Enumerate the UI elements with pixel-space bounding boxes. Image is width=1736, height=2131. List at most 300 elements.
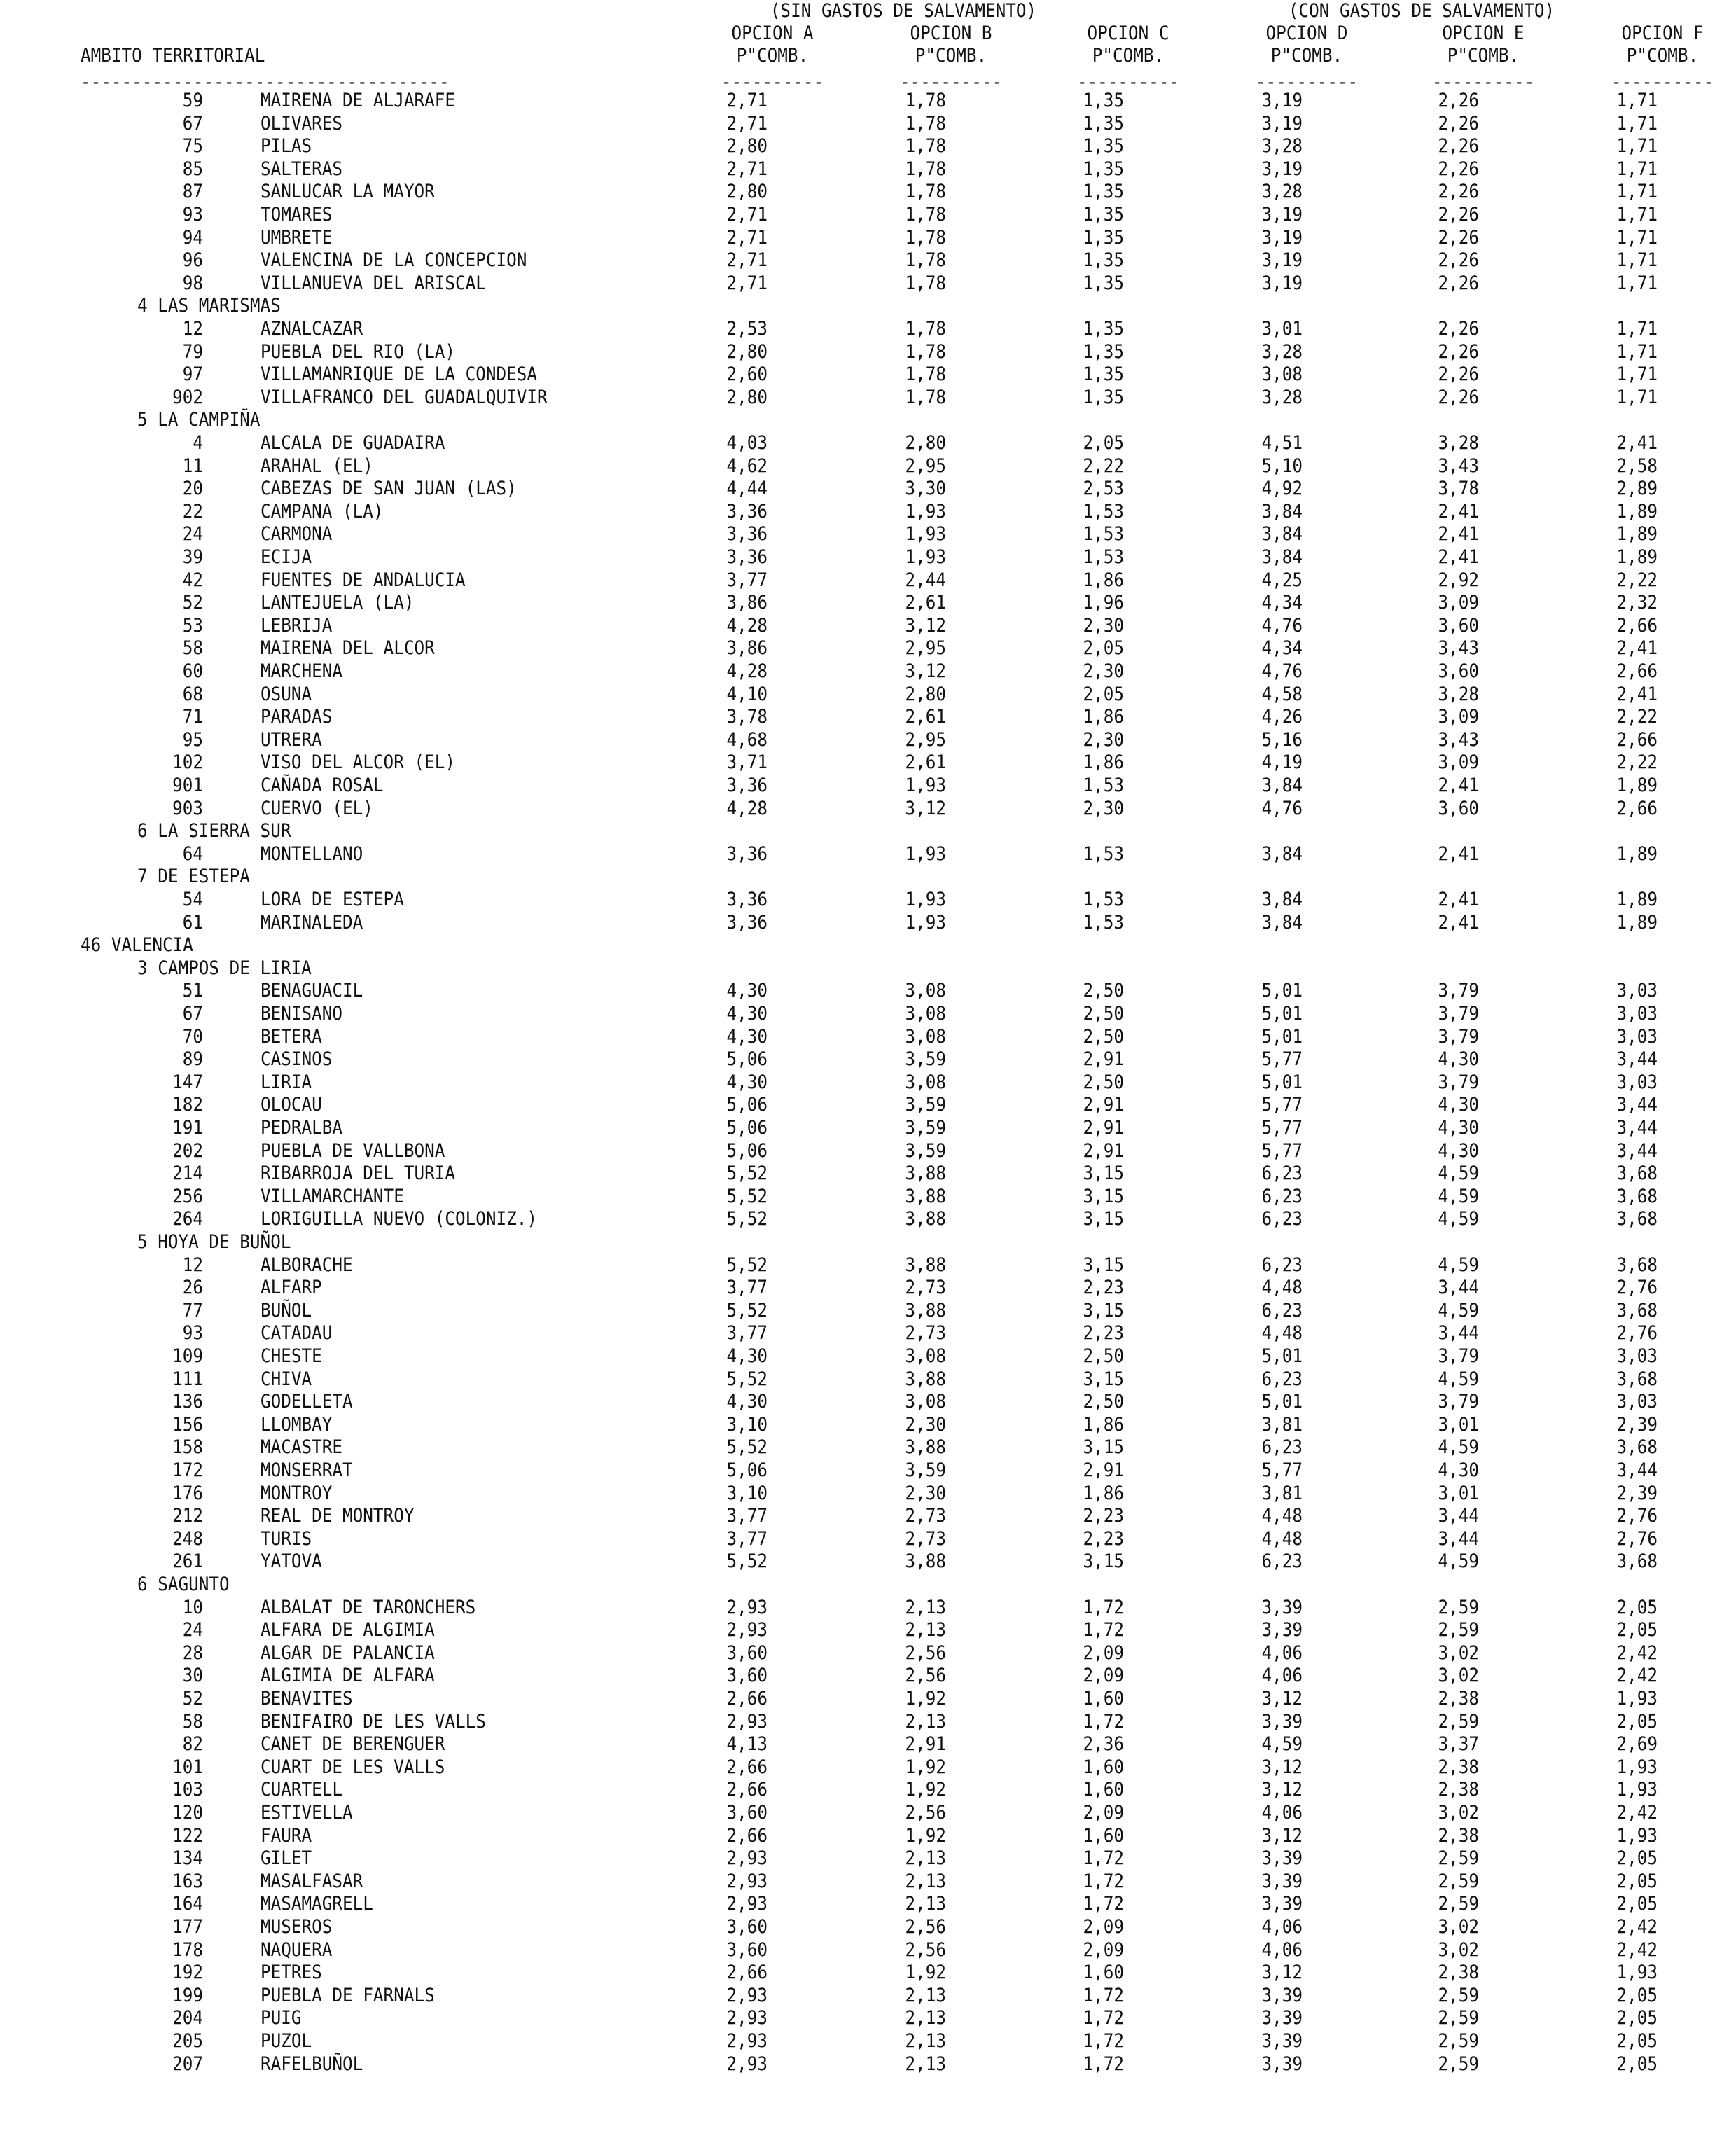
rate-value: 3,09 (1438, 592, 1479, 613)
rate-value: 2,41 (1438, 843, 1479, 865)
rate-value: 1,35 (1083, 135, 1124, 157)
municipality-name: VILLAMARCHANTE (261, 1186, 404, 1207)
municipality-name: BENISANO (261, 1003, 343, 1025)
rate-value: 4,06 (1261, 1802, 1303, 1824)
municipality-code: 176 (172, 1483, 203, 1504)
rate-value: 2,26 (1438, 249, 1479, 271)
rate-value: 2,22 (1616, 706, 1658, 728)
rate-value: 1,78 (905, 272, 946, 294)
rate-value: 3,78 (726, 706, 768, 728)
rate-value: 1,35 (1083, 158, 1124, 180)
municipality-code: 42 (182, 569, 203, 591)
rate-value: 3,08 (905, 1071, 946, 1093)
rate-value: 4,44 (726, 478, 768, 499)
municipality-code: 11 (182, 455, 203, 477)
municipality-code: 147 (172, 1071, 203, 1093)
municipality-name: ALGAR DE PALANCIA (261, 1642, 435, 1664)
rate-value: 3,08 (905, 1345, 946, 1367)
rate-value: 2,13 (905, 1847, 946, 1869)
rate-value: 2,93 (726, 2030, 768, 2052)
municipality-code: 96 (182, 249, 203, 271)
rate-value: 3,03 (1616, 1345, 1658, 1367)
rate-value: 2,05 (1616, 1597, 1658, 1618)
rate-value: 2,66 (1616, 615, 1658, 637)
rate-value: 5,52 (726, 1436, 768, 1458)
municipality-name: VALENCINA DE LA CONCEPCION (261, 249, 527, 271)
rate-value: 4,10 (726, 683, 768, 705)
rate-value: 1,78 (905, 113, 946, 134)
municipality-code: 103 (172, 1779, 203, 1800)
municipality-name: FAURA (261, 1825, 312, 1847)
municipality-name: VILLAMANRIQUE DE LA CONDESA (261, 363, 538, 385)
municipality-code: 12 (182, 318, 203, 340)
rate-value: 3,88 (905, 1208, 946, 1230)
rate-value: 3,60 (726, 1642, 768, 1664)
rate-value: 1,93 (905, 912, 946, 933)
rate-value: 3,44 (1616, 1117, 1658, 1139)
rate-value: 5,01 (1261, 1071, 1303, 1093)
rate-value: 1,93 (1616, 1779, 1658, 1800)
rate-value: 3,08 (905, 1003, 946, 1025)
rate-value: 4,34 (1261, 637, 1303, 659)
rate-value: 1,93 (1616, 1825, 1658, 1847)
rate-value: 3,88 (905, 1368, 946, 1390)
municipality-name: TOMARES (261, 204, 333, 225)
rate-value: 1,71 (1616, 272, 1658, 294)
rate-value: 4,13 (726, 1733, 768, 1755)
municipality-code: 82 (182, 1733, 203, 1755)
rate-value: 2,93 (726, 1847, 768, 1869)
rate-value: 2,91 (1083, 1094, 1124, 1116)
municipality-name: AZNALCAZAR (261, 318, 363, 340)
rate-value: 3,39 (1261, 2053, 1303, 2075)
municipality-code: 134 (172, 1847, 203, 1869)
municipality-code: 22 (182, 501, 203, 522)
rate-value: 2,80 (726, 181, 768, 202)
rate-value: 2,30 (1083, 660, 1124, 682)
municipality-name: NAQUERA (261, 1939, 333, 1961)
rate-value: 3,43 (1438, 637, 1479, 659)
rate-value: 1,78 (905, 363, 946, 385)
rate-value: 2,76 (1616, 1505, 1658, 1527)
rate-value: 1,71 (1616, 249, 1658, 271)
municipality-code: 59 (182, 90, 203, 111)
comarca-heading: 5 LA CAMPIÑA (137, 409, 261, 431)
rate-value: 1,35 (1083, 90, 1124, 111)
rate-value: 2,73 (905, 1277, 946, 1298)
rate-value: 4,48 (1261, 1528, 1303, 1550)
rate-value: 3,15 (1083, 1550, 1124, 1572)
municipality-code: 97 (182, 363, 203, 385)
column-header-unit: P"COMB. (1447, 45, 1520, 67)
rate-value: 3,39 (1261, 2030, 1303, 2052)
municipality-name: BENIFAIRO DE LES VALLS (261, 1711, 486, 1733)
rate-value: 4,59 (1438, 1550, 1479, 1572)
rate-value: 2,42 (1616, 1916, 1658, 1938)
rate-value: 6,23 (1261, 1436, 1303, 1458)
rate-value: 1,71 (1616, 204, 1658, 225)
rate-value: 3,28 (1261, 387, 1303, 408)
column-header-unit: P"COMB. (736, 45, 809, 67)
municipality-name: SALTERAS (261, 158, 343, 180)
rate-value: 3,81 (1261, 1483, 1303, 1504)
rate-value: 3,19 (1261, 90, 1303, 111)
municipality-name: MASAMAGRELL (261, 1893, 373, 1915)
municipality-name: BUÑOL (261, 1300, 312, 1321)
rate-value: 2,13 (905, 1597, 946, 1618)
rate-value: 1,72 (1083, 2007, 1124, 2029)
rate-value: 2,30 (1083, 615, 1124, 637)
comarca-heading: 3 CAMPOS DE LIRIA (137, 957, 312, 979)
rate-value: 4,34 (1261, 592, 1303, 613)
rate-value: 4,62 (726, 455, 768, 477)
municipality-code: 52 (182, 1688, 203, 1709)
rate-value: 1,53 (1083, 523, 1124, 545)
municipality-code: 71 (182, 706, 203, 728)
municipality-code: 67 (182, 1003, 203, 1025)
rate-value: 5,77 (1261, 1140, 1303, 1162)
rate-value: 3,08 (905, 1026, 946, 1048)
rate-value: 1,78 (905, 318, 946, 340)
rate-value: 2,42 (1616, 1939, 1658, 1961)
rate-value: 4,30 (1438, 1140, 1479, 1162)
rate-value: 5,77 (1261, 1094, 1303, 1116)
rate-value: 4,28 (726, 660, 768, 682)
rate-value: 2,05 (1616, 1870, 1658, 1892)
municipality-code: 164 (172, 1893, 203, 1915)
municipality-code: 52 (182, 592, 203, 613)
rate-value: 5,06 (726, 1117, 768, 1139)
rate-value: 3,28 (1261, 135, 1303, 157)
rate-value: 2,26 (1438, 272, 1479, 294)
column-header-unit: P"COMB. (915, 45, 987, 67)
rate-value: 2,05 (1616, 2053, 1658, 2075)
rate-value: 5,52 (726, 1550, 768, 1572)
rate-value: 2,30 (1083, 729, 1124, 751)
municipality-code: 95 (182, 729, 203, 751)
rate-value: 2,73 (905, 1505, 946, 1527)
rate-value: 1,92 (905, 1825, 946, 1847)
rate-value: 1,93 (1616, 1688, 1658, 1709)
rate-value: 3,28 (1261, 181, 1303, 202)
municipality-name: ARAHAL (EL) (261, 455, 373, 477)
rate-value: 2,22 (1616, 569, 1658, 591)
rate-value: 6,23 (1261, 1162, 1303, 1184)
rate-value: 4,28 (726, 798, 768, 819)
municipality-code: 58 (182, 1711, 203, 1733)
rate-value: 1,78 (905, 90, 946, 111)
rate-value: 2,44 (905, 569, 946, 591)
rate-value: 3,12 (1261, 1779, 1303, 1800)
column-rule: ---------- (721, 71, 824, 93)
rate-value: 1,71 (1616, 318, 1658, 340)
rate-value: 6,23 (1261, 1368, 1303, 1390)
municipality-code: 20 (182, 478, 203, 499)
municipality-name: MACASTRE (261, 1436, 343, 1458)
rate-value: 3,36 (726, 889, 768, 910)
rate-value: 5,01 (1261, 1003, 1303, 1025)
rate-value: 2,26 (1438, 90, 1479, 111)
municipality-code: 28 (182, 1642, 203, 1664)
rate-value: 3,28 (1438, 432, 1479, 454)
municipality-name: CUART DE LES VALLS (261, 1756, 445, 1778)
rate-value: 3,44 (1438, 1322, 1479, 1344)
rate-value: 3,68 (1616, 1186, 1658, 1207)
municipality-code: 902 (172, 387, 203, 408)
municipality-name: BETERA (261, 1026, 322, 1048)
rate-value: 5,01 (1261, 980, 1303, 1001)
rate-value: 3,36 (726, 912, 768, 933)
rate-value: 3,60 (726, 1939, 768, 1961)
rate-value: 3,44 (1438, 1528, 1479, 1550)
rate-value: 2,76 (1616, 1322, 1658, 1344)
rate-value: 3,03 (1616, 1391, 1658, 1412)
rate-value: 2,58 (1616, 455, 1658, 477)
rate-value: 3,19 (1261, 249, 1303, 271)
rate-value: 2,38 (1438, 1756, 1479, 1778)
rate-value: 2,93 (726, 1985, 768, 2006)
rate-value: 1,92 (905, 1962, 946, 1983)
rate-value: 3,88 (905, 1300, 946, 1321)
rate-value: 3,09 (1438, 751, 1479, 773)
rate-value: 3,15 (1083, 1208, 1124, 1230)
rate-value: 5,77 (1261, 1048, 1303, 1070)
rate-value: 3,02 (1438, 1665, 1479, 1686)
rate-value: 1,72 (1083, 1597, 1124, 1618)
municipality-code: 182 (172, 1094, 203, 1116)
municipality-name: LORIGUILLA NUEVO (COLONIZ.) (261, 1208, 538, 1230)
rate-value: 1,89 (1616, 889, 1658, 910)
rate-value: 2,13 (905, 1870, 946, 1892)
rate-value: 2,26 (1438, 341, 1479, 363)
rate-value: 4,59 (1438, 1436, 1479, 1458)
rate-value: 2,59 (1438, 1985, 1479, 2006)
column-rule: ---------- (1255, 71, 1359, 93)
rate-value: 2,53 (1083, 478, 1124, 499)
municipality-code: 58 (182, 637, 203, 659)
municipality-name: PUIG (261, 2007, 302, 2029)
municipality-name: CUARTELL (261, 1779, 343, 1800)
municipality-name: MAIRENA DE ALJARAFE (261, 90, 455, 111)
municipality-code: 87 (182, 181, 203, 202)
municipality-code: 901 (172, 775, 203, 796)
rate-value: 1,92 (905, 1688, 946, 1709)
municipality-name: TURIS (261, 1528, 312, 1550)
rate-value: 2,66 (726, 1756, 768, 1778)
group-header-sin-gastos: (SIN GASTOS DE SALVAMENTO) (770, 0, 1037, 22)
rate-value: 2,69 (1616, 1733, 1658, 1755)
rate-value: 1,93 (905, 843, 946, 865)
rate-value: 3,77 (726, 1505, 768, 1527)
rate-value: 2,71 (726, 90, 768, 111)
rate-value: 1,35 (1083, 341, 1124, 363)
province-heading: 46 VALENCIA (81, 934, 193, 956)
rate-value: 5,10 (1261, 455, 1303, 477)
rate-value: 1,53 (1083, 912, 1124, 933)
municipality-code: 70 (182, 1026, 203, 1048)
rate-value: 5,52 (726, 1254, 768, 1276)
rate-value: 1,72 (1083, 1870, 1124, 1892)
rate-value: 3,84 (1261, 775, 1303, 796)
rate-value: 3,77 (726, 1277, 768, 1298)
rate-value: 4,25 (1261, 569, 1303, 591)
rate-value: 1,72 (1083, 1619, 1124, 1641)
rate-value: 3,01 (1261, 318, 1303, 340)
municipality-name: MONTROY (261, 1483, 333, 1504)
municipality-code: 172 (172, 1459, 203, 1481)
rate-value: 1,89 (1616, 843, 1658, 865)
rate-value: 1,60 (1083, 1779, 1124, 1800)
rate-value: 3,01 (1438, 1414, 1479, 1436)
rate-value: 2,26 (1438, 135, 1479, 157)
rate-value: 3,02 (1438, 1642, 1479, 1664)
municipality-name: VISO DEL ALCOR (EL) (261, 751, 455, 773)
municipality-name: UTRERA (261, 729, 322, 751)
rate-value: 4,48 (1261, 1322, 1303, 1344)
rate-value: 3,12 (1261, 1756, 1303, 1778)
rate-value: 2,66 (726, 1825, 768, 1847)
rate-value: 2,05 (1616, 1985, 1658, 2006)
rate-value: 2,42 (1616, 1802, 1658, 1824)
rate-value: 2,09 (1083, 1665, 1124, 1686)
rate-value: 2,41 (1438, 912, 1479, 933)
rate-value: 2,95 (905, 729, 946, 751)
rate-value: 3,02 (1438, 1802, 1479, 1824)
rate-value: 3,39 (1261, 1711, 1303, 1733)
rate-value: 4,30 (726, 1345, 768, 1367)
rate-value: 3,68 (1616, 1208, 1658, 1230)
rate-value: 3,77 (726, 569, 768, 591)
rate-value: 3,68 (1616, 1368, 1658, 1390)
rate-value: 1,53 (1083, 501, 1124, 522)
rate-value: 4,76 (1261, 615, 1303, 637)
rate-value: 2,39 (1616, 1414, 1658, 1436)
rate-value: 3,28 (1438, 683, 1479, 705)
municipality-name: PUEBLA DEL RIO (LA) (261, 341, 455, 363)
rate-value: 4,26 (1261, 706, 1303, 728)
rate-value: 1,86 (1083, 1483, 1124, 1504)
rate-value: 1,93 (1616, 1756, 1658, 1778)
municipality-code: 67 (182, 113, 203, 134)
rate-value: 4,59 (1438, 1300, 1479, 1321)
rate-value: 2,09 (1083, 1939, 1124, 1961)
rate-value: 1,35 (1083, 113, 1124, 134)
rate-value: 1,35 (1083, 387, 1124, 408)
rate-value: 3,79 (1438, 980, 1479, 1001)
rate-value: 2,71 (726, 158, 768, 180)
municipality-code: 39 (182, 546, 203, 568)
rate-value: 1,53 (1083, 843, 1124, 865)
rate-value: 3,39 (1261, 1619, 1303, 1641)
rate-value: 4,30 (726, 1003, 768, 1025)
municipality-code: 111 (172, 1368, 203, 1390)
rate-value: 3,12 (905, 615, 946, 637)
rate-value: 3,36 (726, 501, 768, 522)
rate-value: 1,71 (1616, 135, 1658, 157)
rate-value: 5,01 (1261, 1345, 1303, 1367)
rate-value: 4,28 (726, 615, 768, 637)
municipality-code: 199 (172, 1985, 203, 2006)
rate-value: 2,36 (1083, 1733, 1124, 1755)
rate-value: 3,86 (726, 637, 768, 659)
rate-value: 3,30 (905, 478, 946, 499)
municipality-name: CHIVA (261, 1368, 312, 1390)
rate-value: 4,19 (1261, 751, 1303, 773)
rate-value: 4,30 (726, 1026, 768, 1048)
municipality-name: FUENTES DE ANDALUCIA (261, 569, 466, 591)
rate-value: 2,93 (726, 2053, 768, 2075)
rate-value: 5,06 (726, 1048, 768, 1070)
municipality-name: PARADAS (261, 706, 333, 728)
rate-value: 1,71 (1616, 158, 1658, 180)
municipality-code: 202 (172, 1140, 203, 1162)
rate-value: 3,79 (1438, 1071, 1479, 1093)
column-header-opcion: OPCION E (1442, 22, 1525, 44)
municipality-name: ALCALA DE GUADAIRA (261, 432, 445, 454)
municipality-code: 205 (172, 2030, 203, 2052)
rate-value: 2,61 (905, 706, 946, 728)
rate-value: 6,23 (1261, 1208, 1303, 1230)
rate-value: 1,71 (1616, 113, 1658, 134)
municipality-name: OSUNA (261, 683, 312, 705)
rate-value: 4,30 (726, 1391, 768, 1412)
rate-value: 1,60 (1083, 1825, 1124, 1847)
rate-value: 2,73 (905, 1322, 946, 1344)
rate-value: 3,59 (905, 1140, 946, 1162)
rate-value: 2,05 (1616, 2007, 1658, 2029)
rate-value: 2,09 (1083, 1802, 1124, 1824)
rate-value: 4,76 (1261, 798, 1303, 819)
municipality-name: LEBRIJA (261, 615, 333, 637)
rate-value: 2,59 (1438, 2030, 1479, 2052)
rate-value: 2,22 (1083, 455, 1124, 477)
rate-value: 1,71 (1616, 341, 1658, 363)
rate-value: 2,23 (1083, 1277, 1124, 1298)
rate-value: 3,44 (1616, 1459, 1658, 1481)
rate-value: 2,56 (905, 1939, 946, 1961)
rate-value: 5,52 (726, 1368, 768, 1390)
rate-value: 3,15 (1083, 1162, 1124, 1184)
rate-value: 4,30 (1438, 1048, 1479, 1070)
rate-value: 1,78 (905, 249, 946, 271)
rate-value: 3,60 (1438, 660, 1479, 682)
municipality-name: LORA DE ESTEPA (261, 889, 404, 910)
rate-value: 1,53 (1083, 775, 1124, 796)
rate-value: 2,38 (1438, 1825, 1479, 1847)
municipality-name: LIRIA (261, 1071, 312, 1093)
rate-value: 2,38 (1438, 1688, 1479, 1709)
rate-value: 2,42 (1616, 1665, 1658, 1686)
rate-value: 3,36 (726, 843, 768, 865)
municipality-code: 54 (182, 889, 203, 910)
rate-value: 2,38 (1438, 1779, 1479, 1800)
rate-value: 1,72 (1083, 1847, 1124, 1869)
rate-value: 3,12 (1261, 1962, 1303, 1983)
rate-value: 2,41 (1438, 546, 1479, 568)
municipality-code: 93 (182, 204, 203, 225)
municipality-code: 261 (172, 1550, 203, 1572)
municipality-name: LANTEJUELA (LA) (261, 592, 415, 613)
municipality-name: RAFELBUÑOL (261, 2053, 363, 2075)
rate-value: 3,12 (905, 798, 946, 819)
rate-value: 3,44 (1438, 1505, 1479, 1527)
rate-value: 1,89 (1616, 912, 1658, 933)
rate-value: 3,15 (1083, 1186, 1124, 1207)
rate-value: 3,39 (1261, 1893, 1303, 1915)
rate-value: 1,53 (1083, 546, 1124, 568)
rate-value: 1,72 (1083, 1711, 1124, 1733)
rate-value: 2,80 (726, 135, 768, 157)
